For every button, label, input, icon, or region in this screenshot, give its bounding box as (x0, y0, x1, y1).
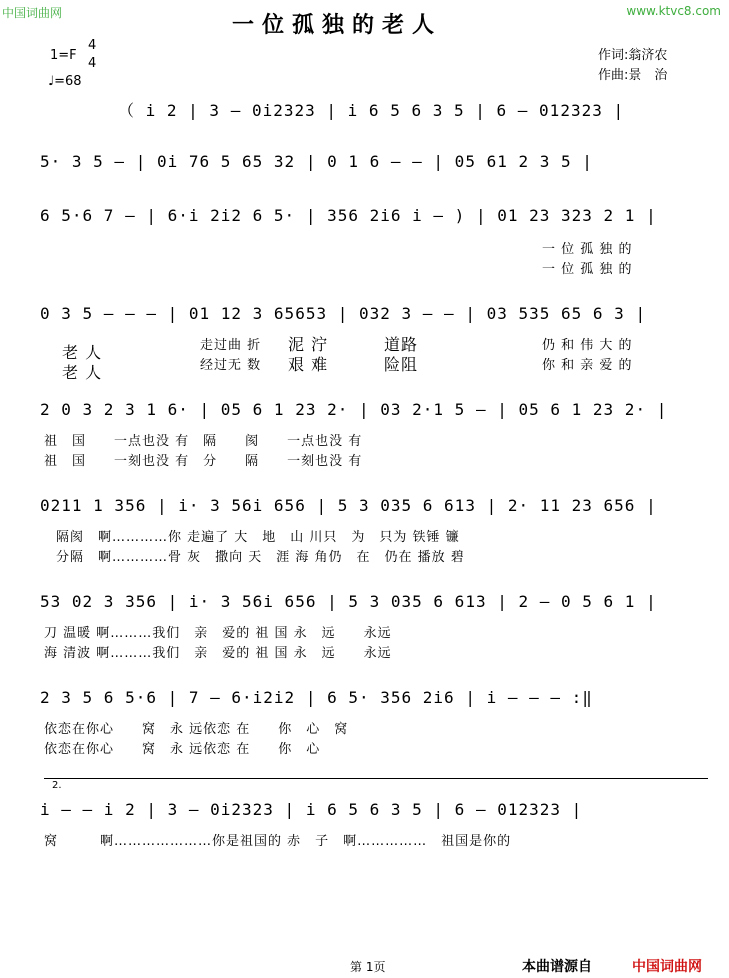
lyrics-s4-b2: 艰 难 (288, 355, 329, 374)
lyrics-s3-line1: 一 位 孤 独 的 (542, 242, 633, 257)
lyrics-s8-line2: 依恋在你心 窝 永 远依恋 在 你 心 (44, 742, 321, 757)
lyrics-s4-c2: 险阻 (384, 355, 419, 374)
volta-number: 2. (52, 780, 62, 791)
lyrics-s4-d2: 你 和 亲 爱 的 (542, 358, 633, 373)
lyrics-s4-d1: 仍 和 伟 大 的 (542, 338, 633, 353)
lyrics-s9-line1: 窝 啊…………………你是祖国的 赤 子 啊…………… 祖国是你的 (44, 834, 512, 849)
page-title: 一位孤独的老人 (232, 12, 443, 38)
lyrics-s5-line2: 祖 国 一刻也没 有 分 隔 一刻也没 有 (44, 454, 363, 469)
score-system-3: 6 5·6 7 – | 6·i 2i2 6 5· | 356 2i6 i – ) | 01 23 323 2 1 | (40, 206, 657, 225)
score-system-1: （ i 2 | 3 – 0i2323 | i 6 5 6 3 5 | 6 – 012323 | (118, 101, 625, 120)
lyrics-s5-line1: 祖 国 一点也没 有 隔 阂 一点也没 有 (44, 434, 363, 449)
score-system-6: 0211 1 356 | i· 3 56i 656 | 5 3 035 6 613 | 2· 11 23 656 | (40, 496, 657, 515)
composer-credit: 作曲:景 治 (598, 68, 668, 83)
lyrics-s4-line2: 老 人 (62, 363, 103, 382)
time-numerator: 4 (88, 38, 97, 53)
lyrics-s7-line2: 海 清波 啊………我们 亲 爱的 祖 国 永 远 永远 (44, 646, 392, 661)
time-denominator: 4 (88, 56, 97, 71)
score-system-2: 5· 3 5 – | 0i 76 5 65 32 | 0 1 6 – – | 05 61 2 3 5 | (40, 152, 593, 171)
score-system-4: 0 3 5 – – – | 01 12 3 65653 | 032 3 – – | 03 535 65 6 3 | (40, 304, 647, 323)
score-system-5: 2 0 3 2 3 1 6· | 05 6 1 23 2· | 03 2·1 5 – | 05 6 1 23 2· | (40, 400, 668, 419)
key-signature: 1=F (50, 48, 77, 63)
score-system-8: 2 3 5 6 5·6 | 7 – 6·i2i2 | 6 5· 356 2i6 | i – – – :‖ (40, 688, 593, 707)
lyrics-s6-line1: 隔阂 啊…………你 走遍了 大 地 山 川只 为 只为 铁锤 镰 (56, 530, 460, 545)
score-system-7: 53 02 3 356 | i· 3 56i 656 | 5 3 035 6 613 | 2 – 0 5 6 1 | (40, 592, 657, 611)
page-number: 第 1页 (350, 960, 386, 974)
footer-source: 本曲谱源自 (522, 959, 592, 975)
lyrics-s8-line1: 依恋在你心 窝 永 远依恋 在 你 心 窝 (44, 722, 349, 737)
footer-site: 中国词曲网 (632, 959, 702, 975)
volta-bracket (44, 778, 708, 779)
watermark-right: www.ktvc8.com (626, 4, 721, 18)
lyrics-s4-line1: 老 人 (62, 343, 103, 362)
watermark-left: 中国词曲网 (2, 6, 63, 20)
lyrics-s3-line2: 一 位 孤 独 的 (542, 262, 633, 277)
lyrics-s4-b1: 泥 泞 (288, 335, 329, 354)
tempo-mark: ♩=68 (48, 74, 82, 89)
lyrics-s4-a2: 经过无 数 (200, 358, 262, 373)
lyricist-credit: 作词:翁济农 (598, 48, 668, 63)
score-system-9: i – – i 2 | 3 – 0i2323 | i 6 5 6 3 5 | 6 – 012323 | (40, 800, 583, 819)
lyrics-s6-line2: 分隔 啊…………骨 灰 撒向 天 涯 海 角仍 在 仍在 播放 碧 (56, 550, 465, 565)
lyrics-s4-a1: 走过曲 折 (200, 338, 262, 353)
lyrics-s7-line1: 刀 温暖 啊………我们 亲 爱的 祖 国 永 远 永远 (44, 626, 392, 641)
lyrics-s4-c1: 道路 (384, 335, 419, 354)
